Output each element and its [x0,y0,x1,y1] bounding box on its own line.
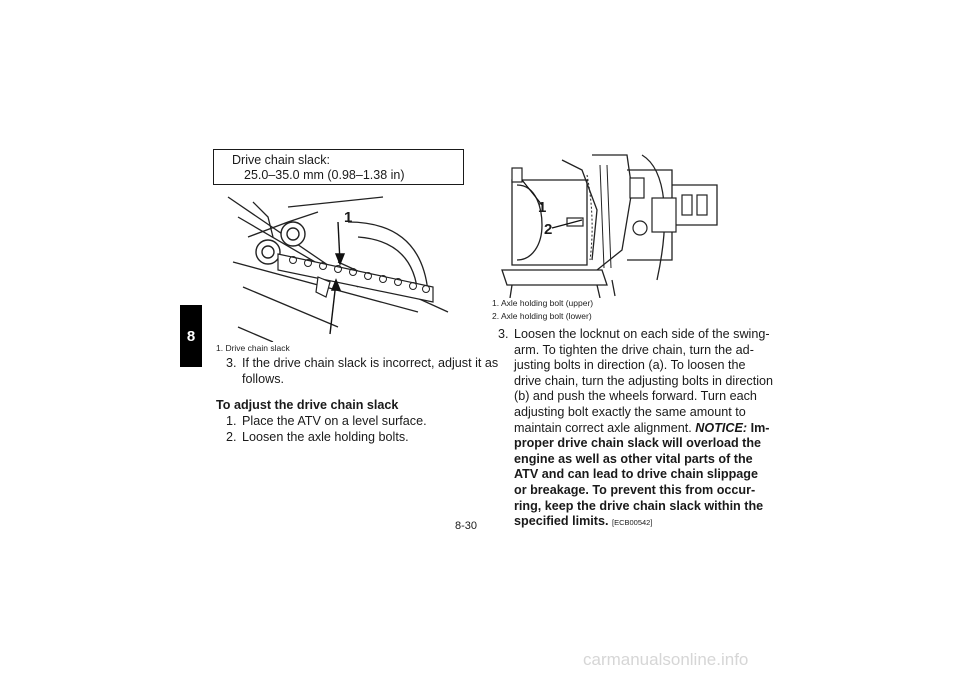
step2-text: Loosen the axle holding bolts. [242,430,409,444]
notice-line: ATV and can lead to drive chain slippage [514,467,759,482]
section-tab-number: 8 [186,327,196,345]
figure2-callout-2: 2 [544,221,553,238]
step2-number: 2. [226,430,237,444]
text-line: drive chain, turn the adjusting bolts in direction [514,373,774,388]
reference-code: [ECB00542] [611,518,653,528]
section-heading: To adjust the drive chain slack [216,398,399,412]
text-line: Loosen the locknut on each side of the swing- [514,327,770,341]
notice-label: NOTICE: [695,420,748,435]
spec-label: Drive chain slack: [232,153,330,167]
page-number: 8-30 [455,520,478,532]
step3-line2: follows. [242,371,284,386]
watermark[interactable]: carmanualsonline.info [583,650,749,669]
figure2-caption-2: 2. Axle holding bolt (lower) [492,311,592,321]
notice-line: proper drive chain slack will overload the [514,436,762,451]
figure1-callout: 1 [344,209,353,226]
text-line: justing bolts in direction (a). To loosen the [514,358,746,373]
step3-line1: If the drive chain slack is incorrect, adjust it as [242,356,499,370]
figure2-caption-1: 1. Axle holding bolt (upper) [492,298,594,308]
figure2-callout-1: 1 [538,199,547,216]
spec-value: 25.0–35.0 mm (0.98–1.38 in) [244,168,405,182]
text-line: adjusting bolt exactly the same amount to [514,404,746,419]
notice-line: engine as well as other vital parts of the [514,451,753,466]
text-line: (b) and push the wheels forward. Turn each [514,389,757,404]
right-step-number: 3. [498,327,509,341]
notice-preface: maintain correct axle alignment. [514,420,696,435]
axle-bolts-illustration [492,150,728,298]
drive-chain-illustration [218,192,458,342]
step3-number: 3. [226,356,237,370]
notice-line: or breakage. To prevent this from occur- [514,482,756,497]
text-line-notice [514,420,770,437]
right-step-text [514,327,774,530]
step1-number: 1. [226,414,237,428]
text-line: arm. To tighten the drive chain, turn the ad- [514,342,754,357]
step1-text: Place the ATV on a level surface. [242,414,427,428]
spec-box [213,149,464,185]
notice-last-line [514,514,742,530]
notice-line: ring, keep the drive chain slack within the [514,498,764,513]
figure1-caption: 1. Drive chain slack [216,343,290,353]
section-tab [180,305,202,367]
notice-start: Im- [747,420,770,435]
notice-end: specified limits. [514,514,609,529]
